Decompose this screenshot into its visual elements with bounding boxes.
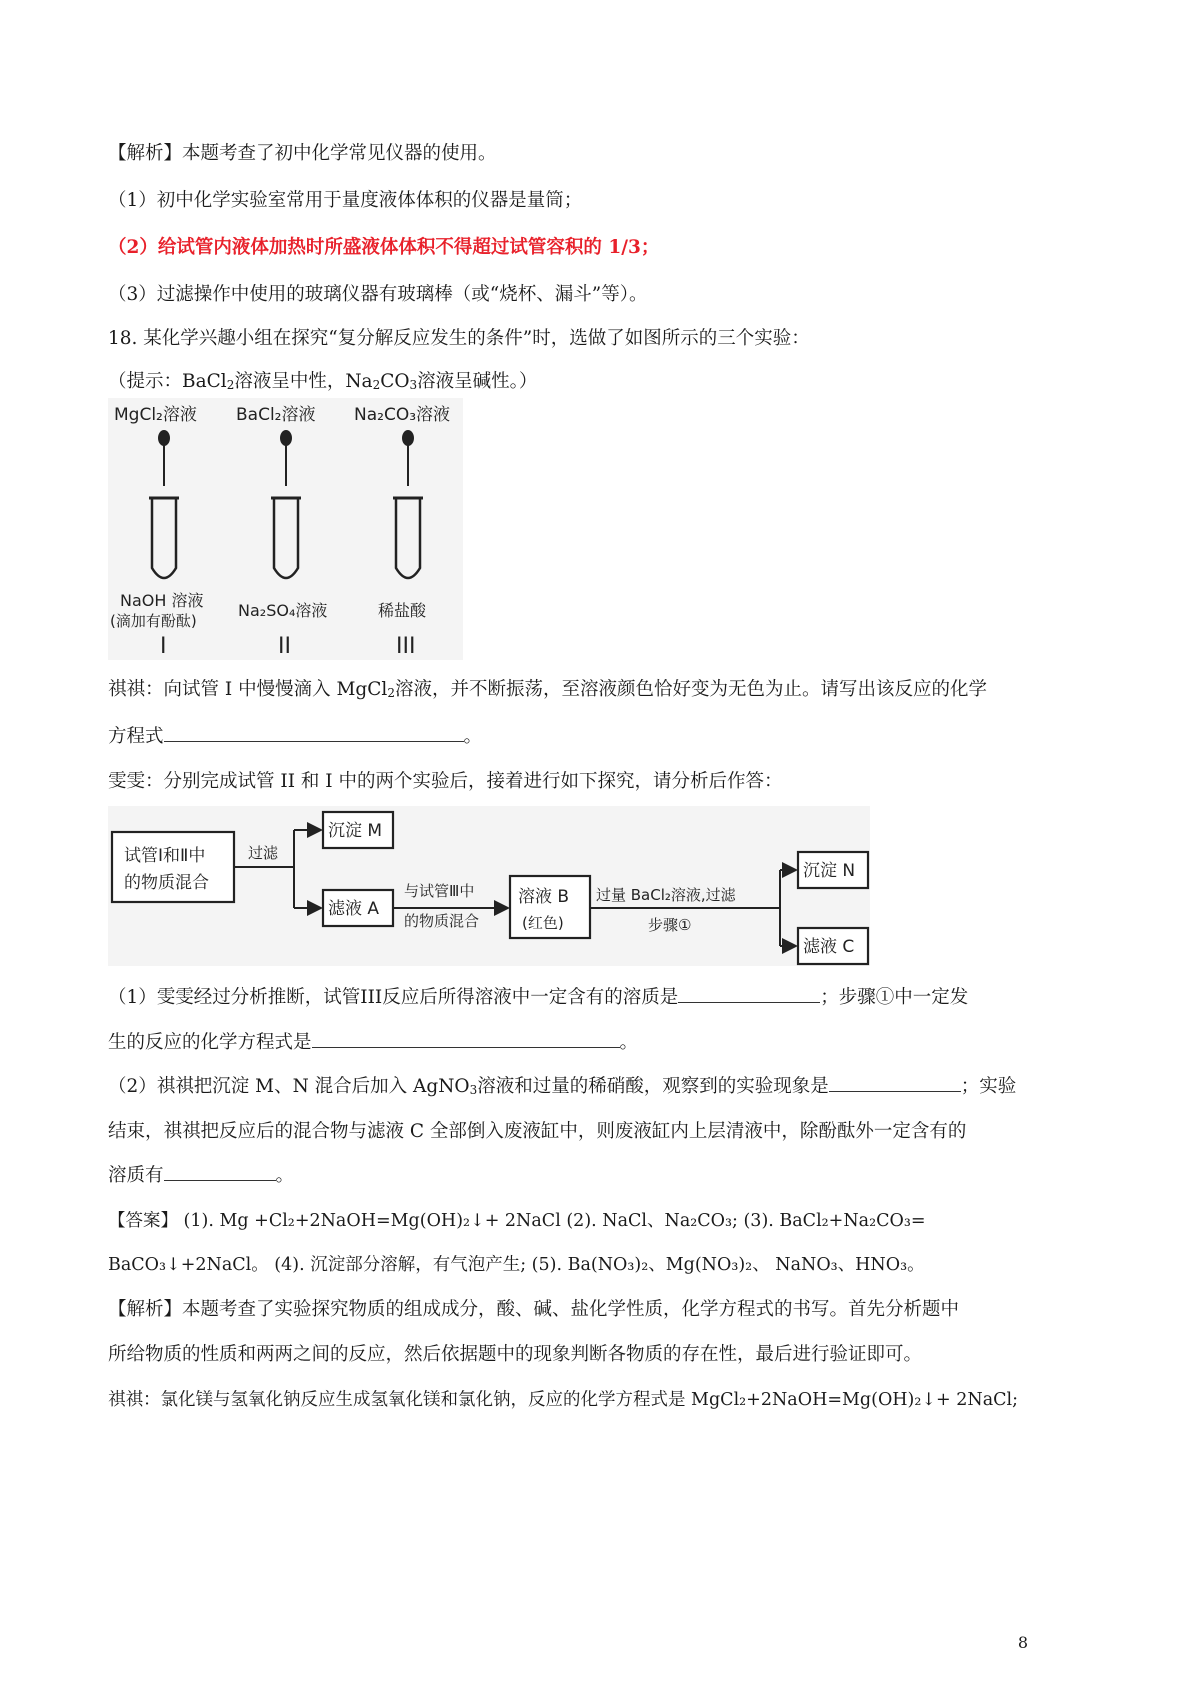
test-tube-3-icon <box>396 498 420 578</box>
flow-mix-line-2: 的物质混合 <box>404 912 480 930</box>
dropper-3-icon <box>403 431 413 486</box>
analysis-17-title: 【解析】本题考查了初中化学常见仪器的使用。 <box>108 143 497 164</box>
tube-1-content-label: NaOH 溶液 <box>120 591 204 610</box>
question-18-hint: （提示：BaCl$_2$溶液呈中性，$Na_2CO_3$溶液呈碱性。） <box>108 371 538 392</box>
analysis-17-item-2: （2）给试管内液体加热时所盛液体体积不得超过试管容积的 1/3； <box>108 237 660 258</box>
flow-filtrate-c: 滤液 C <box>803 937 855 957</box>
analysis-18-line-3: 祺祺：氯化镁与氢氧化钠反应生成氢氧化镁和氯化钠，反应的化学方程式是 MgCl₂+2NaOH=Mg(OH)₂↓+ 2NaCl; <box>108 1390 1019 1410</box>
flow-filter-label: 过滤 <box>248 844 279 862</box>
part-1-line-1: （1）雯雯经过分析推断，试管III反应后所得溶液中一定含有的溶质是 ；步骤①中一定发 <box>108 984 968 1012</box>
tube-3-reagent-label: Na₂CO₃溶液 <box>354 405 451 425</box>
tube-3-roman: III <box>396 634 416 659</box>
qiqi-question-line-2: 方程式 。 <box>108 723 482 751</box>
flow-precipitate-m: 沉淀 M <box>328 821 383 841</box>
tube-2-content-label: Na₂SO₄溶液 <box>238 601 328 620</box>
answer-line-2: BaCO₃↓+2NaCl。 (4). 沉淀部分溶解，有气泡产生; (5). Ba(NO₃)₂、Mg(NO₃)₂、 NaNO₃、HNO₃。 <box>108 1255 925 1275</box>
answer-blank-equation[interactable] <box>164 723 464 742</box>
flow-chart-figure <box>108 806 870 966</box>
flow-start-line-2: 的物质混合 <box>124 873 209 893</box>
answer-line-1: 【答案】 (1). Mg +Cl₂+2NaOH=Mg(OH)₂↓+ 2NaCl (2). NaCl、Na₂CO₃; (3). BaCl₂+Na₂CO₃= <box>108 1211 926 1231</box>
question-18-stem: 18. 某化学兴趣小组在探究“复分解反应发生的条件”时，选做了如图所示的三个实验： <box>108 328 810 349</box>
analysis-18-line-1: 【解析】本题考查了实验探究物质的组成成分，酸、碱、盐化学性质，化学方程式的书写。首先分析题中 <box>108 1299 960 1320</box>
tube-3-content-label: 稀盐酸 <box>378 601 427 620</box>
test-tube-1-icon <box>152 498 176 578</box>
tube-2-reagent-label: BaCl₂溶液 <box>236 405 316 425</box>
analysis-17-item-1: （1）初中化学实验室常用于量度液体体积的仪器是量筒； <box>108 190 583 211</box>
flow-mix-line-1: 与试管Ⅲ中 <box>404 882 475 900</box>
answer-blank-solutes[interactable] <box>164 1162 276 1181</box>
answer-blank-solute[interactable] <box>678 984 820 1003</box>
analysis-17-item-3: （3）过滤操作中使用的玻璃仪器有玻璃棒（或“烧杯、漏斗”等）。 <box>108 284 648 305</box>
answer-blank-phenomenon[interactable] <box>829 1073 961 1092</box>
test-tubes-figure <box>108 398 463 660</box>
flow-solution-b-color: (红色) <box>522 914 564 932</box>
flow-step-label: 步骤① <box>648 916 692 934</box>
tube-1-roman: I <box>160 634 167 659</box>
page-number: 8 <box>1017 1633 1028 1652</box>
part-2-line-1: （2）祺祺把沉淀 M、N 混合后加入 AgNO$_3$溶液和过量的稀硝酸，观察到的实验现象是 ；实验 <box>108 1073 1016 1101</box>
flow-start-line-1: 试管Ⅰ和Ⅱ中 <box>124 846 206 866</box>
qiqi-question-line-1: 祺祺：向试管 I 中慢慢滴入 MgCl$_2$溶液，并不断振荡，至溶液颜色恰好变为无色为止。请写出该反应的化学 <box>108 679 987 700</box>
tube-2-roman: II <box>278 634 291 659</box>
tube-1-content-note: (滴加有酚酞) <box>110 612 197 630</box>
analysis-18-line-2: 所给物质的性质和两两之间的反应，然后依据题中的现象判断各物质的存在性，最后进行验证即可。 <box>108 1344 923 1365</box>
part-2-line-2: 结束，祺祺把反应后的混合物与滤液 C 全部倒入废液缸中，则废液缸内上层清液中，除酚酞外一定含有的 <box>108 1121 967 1142</box>
flow-solution-b: 溶液 B <box>518 887 570 907</box>
test-tube-2-icon <box>274 498 298 578</box>
part-1-line-2: 生的反应的化学方程式是 。 <box>108 1029 638 1057</box>
dropper-1-icon <box>159 431 169 486</box>
tube-1-reagent-label: MgCl₂溶液 <box>114 405 197 425</box>
answer-blank-step-equation[interactable] <box>312 1029 620 1048</box>
flow-precipitate-n: 沉淀 N <box>803 861 856 881</box>
dropper-2-icon <box>281 431 291 486</box>
flow-filtrate-a: 滤液 A <box>328 899 380 919</box>
part-2-line-3: 溶质有 。 <box>108 1162 294 1190</box>
wenwen-intro: 雯雯：分别完成试管 II 和 I 中的两个实验后，接着进行如下探究，请分析后作答： <box>108 771 783 792</box>
flow-step-reagent: 过量 BaCl₂溶液,过滤 <box>596 886 736 904</box>
